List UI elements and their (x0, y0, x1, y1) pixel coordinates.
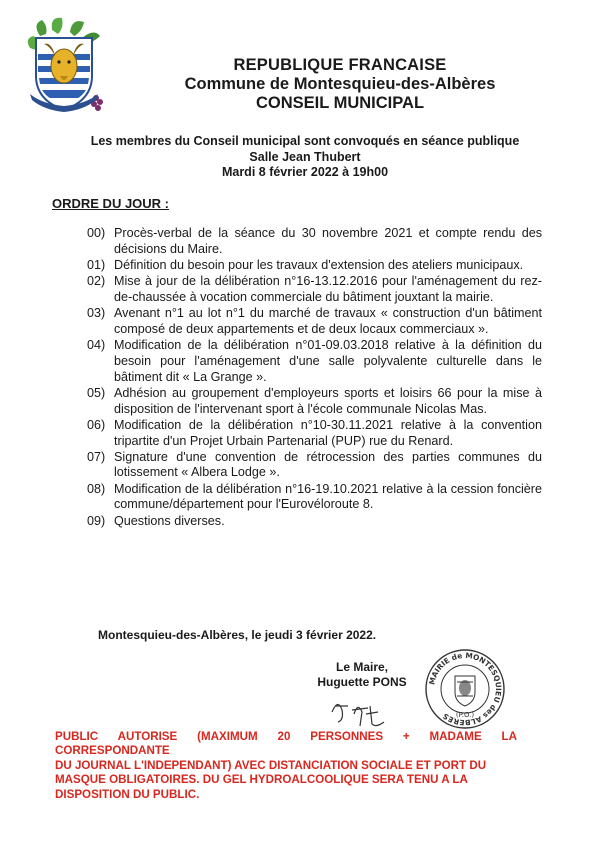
convocation-line: Les membres du Conseil municipal sont convoqués en séance publique (90, 134, 520, 148)
agenda-item (87, 226, 542, 257)
commune-coat-of-arms-logo (22, 14, 106, 114)
agenda-item-text: Questions diverses. (114, 513, 225, 528)
agenda-item (87, 514, 542, 530)
agenda-item-number: 06) (87, 417, 106, 432)
agenda-item-number: 01) (87, 257, 106, 272)
agenda-item (87, 338, 542, 385)
agenda-item-number: 09) (87, 513, 106, 528)
agenda-item-number: 02) (87, 274, 106, 289)
convocation-block (40, 134, 570, 181)
notice-line: PUBLIC AUTORISE (MAXIMUM 20 PERSONNES + MADAME LA CORRESPONDANTE (55, 730, 517, 758)
meeting-date: Mardi 8 février 2022 à 19h00 (221, 165, 389, 179)
notice-line: DISPOSITION DU PUBLIC. (55, 787, 200, 801)
agenda-item (87, 274, 542, 305)
agenda-item-number: 00) (87, 226, 106, 240)
signer-name: Huguette PONS (317, 675, 407, 689)
place-and-date: Montesquieu-des-Albères, le jeudi 3 février 2022. (98, 628, 377, 642)
agenda-item (87, 306, 542, 337)
agenda-item-number: 04) (87, 338, 106, 353)
agenda-item (87, 386, 542, 417)
signer-block (302, 660, 422, 690)
agenda-item (87, 418, 542, 449)
agenda-item-text: Définition du besoin pour les travaux d'extension des ateliers municipaux. (114, 257, 524, 272)
council-title: CONSEIL MUNICIPAL (255, 94, 425, 112)
agenda-item (87, 258, 542, 274)
stamp-text: MAIRIE de MONTESQUIEU des ALBERES (427, 650, 504, 728)
agenda-item-text: Modification de la délibération n°01-09.03.2018 relative à la définition du besoin pour l'aménagement d'une salle polyvalente culturelle dans le bâtiment dit « La Grange ». (114, 338, 542, 384)
official-mairie-stamp (424, 648, 506, 730)
agenda-item-text: Signature d'une convention de rétrocession des parties communes du lotissement « Albera Lodge ». (114, 449, 542, 480)
commune-name: Commune de Montesquieu-des-Albères (184, 75, 496, 93)
meeting-venue: Salle Jean Thubert (249, 149, 361, 164)
agenda-item-number: 05) (87, 385, 106, 400)
agenda-item-number: 07) (87, 449, 106, 464)
agenda-item-text: Adhésion au groupement d'employeurs sports et loisirs 66 pour la mise à disposition de l'intervenant sport à l'école communale Nicolas Mas. (114, 385, 542, 416)
public-access-notice (55, 730, 517, 802)
signer-title: Le Maire, (335, 660, 389, 674)
agenda-item (87, 450, 542, 481)
agenda-item-number: 08) (87, 481, 106, 496)
republic-title: REPUBLIQUE FRANCAISE (233, 56, 447, 74)
agenda-item-text: Avenant n°1 au lot n°1 du marché de travaux « construction d'un bâtiment composé de deux appartements et de deux locaux commerciaux ». (114, 306, 542, 336)
notice-line: MASQUE OBLIGATOIRES. DU GEL HYDROALCOOLIQUE SERA TENU A LA (55, 773, 468, 787)
agenda-item-text: Mise à jour de la délibération n°16-13.12.2016 pour l'aménagement du rez-de-chaussée à vocation commerciale du bâtiment jouxtant la mairie. (114, 274, 542, 304)
agenda-list (87, 226, 542, 530)
document-header (150, 56, 530, 113)
agenda-item-text: Procès-verbal de la séance du 30 novembre 2021 et compte rendu des décisions du Maire. (114, 226, 542, 256)
agenda-item-text: Modification de la délibération n°10-30.11.2021 relative à la convention tripartite d'un Projet Urbain Partenarial (PUP) rue du Renard. (114, 417, 542, 448)
agenda-heading: ORDRE DU JOUR : (52, 196, 170, 211)
notice-line: DU JOURNAL L'INDEPENDANT) AVEC DISTANCIATION SOCIALE ET PORT DU (55, 758, 487, 772)
stamp-dept: (P.O.) (455, 711, 475, 719)
agenda-item-text: Modification de la délibération n°16-19.10.2021 relative à la cession foncière commune/département pour l'Eurovéloroute 8. (114, 481, 542, 512)
handwritten-signature (326, 692, 396, 732)
agenda-item (87, 482, 542, 513)
agenda-item-number: 03) (87, 306, 106, 321)
